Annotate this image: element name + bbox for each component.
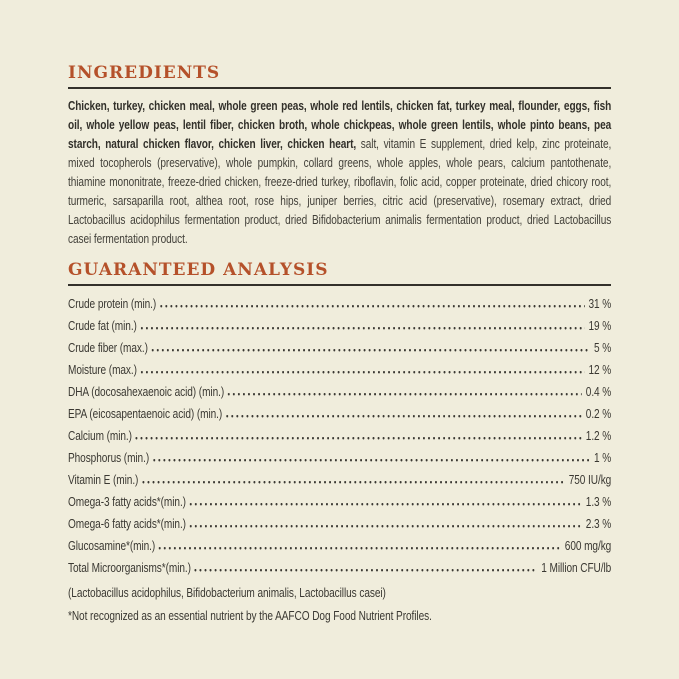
- analysis-value: 1 Million CFU/lb: [541, 560, 612, 575]
- analysis-label: EPA (eicosapentaenoic acid) (min.): [68, 406, 223, 421]
- analysis-row: [68, 468, 611, 490]
- analysis-label: Crude fiber (max.): [68, 340, 148, 355]
- analysis-value: 5 %: [594, 340, 612, 355]
- analysis-value: 1.2 %: [585, 428, 612, 443]
- analysis-value: 750 IU/kg: [568, 472, 612, 487]
- analysis-row: [68, 292, 611, 314]
- dot-leader: [139, 314, 584, 336]
- dot-leader: [151, 446, 590, 468]
- analysis-value: 19 %: [588, 318, 612, 333]
- analysis-value: 1.3 %: [585, 494, 612, 509]
- dot-leader: [139, 358, 584, 380]
- analysis-label: Moisture (max.): [68, 362, 137, 377]
- analysis-label: Crude fat (min.): [68, 318, 137, 333]
- microorganisms-note: (Lactobacillus acidophilus, Bifidobacterium animalis, Lactobacillus casei): [68, 585, 386, 600]
- analysis-row: [68, 380, 611, 402]
- analysis-value: 600 mg/kg: [564, 538, 612, 553]
- analysis-label: Vitamin E (min.): [68, 472, 139, 487]
- analysis-row: [68, 446, 611, 468]
- analysis-value: 31 %: [588, 296, 612, 311]
- dot-leader: [226, 380, 581, 402]
- section-divider: [68, 284, 611, 286]
- ingredients-secondary-text: salt, vitamin E supplement, dried kelp, zinc proteinate, mixed tocopherols (preservative), whole pumpkin, collard greens, whole apples, whole pears, calcium pantothenate, thiamine mononitrate, freeze-dried chicken, freeze-dried turkey, riboflavin, folic acid, copper proteinate, dried chicory root, turmeric, sarsaparilla root, althea root, rose hips, juniper berries, citric acid (preservative), rosemary extract, dried Lactobacillus acidophilus fermentation product, dried Bifidobacterium animalis fermentation product, dried Lactobacillus casei fermentation product.: [68, 136, 612, 246]
- analysis-label: Total Microorganisms*(min.): [68, 560, 191, 575]
- guaranteed-analysis-title: GUARANTEED ANALYSIS: [68, 260, 329, 280]
- analysis-row: [68, 490, 611, 512]
- analysis-row: [68, 358, 611, 380]
- dot-leader: [134, 424, 582, 446]
- ingredients-section: [68, 64, 611, 248]
- ingredients-paragraph: [68, 96, 611, 248]
- dot-leader: [141, 468, 565, 490]
- analysis-label: Omega-3 fatty acids*(min.): [68, 494, 186, 509]
- analysis-value: 0.4 %: [585, 384, 612, 399]
- dot-leader: [225, 402, 582, 424]
- analysis-row: [68, 314, 611, 336]
- analysis-row: [68, 512, 611, 534]
- analysis-label: DHA (docosahexaenoic acid) (min.): [68, 384, 225, 399]
- dot-leader: [188, 512, 582, 534]
- analysis-label: Glucosamine*(min.): [68, 538, 156, 553]
- analysis-value: 1 %: [594, 450, 612, 465]
- ingredients-title: INGREDIENTS: [68, 63, 221, 83]
- dot-leader: [158, 534, 561, 556]
- dot-leader: [150, 336, 590, 358]
- analysis-label: Crude protein (min.): [68, 296, 157, 311]
- label-panel: [68, 64, 611, 626]
- analysis-label: Calcium (min.): [68, 428, 132, 443]
- dot-leader: [188, 490, 582, 512]
- analysis-row: [68, 556, 611, 578]
- dot-leader: [193, 556, 537, 578]
- analysis-table: [68, 292, 611, 626]
- analysis-value: 0.2 %: [585, 406, 612, 421]
- analysis-row: [68, 336, 611, 358]
- analysis-value: 12 %: [588, 362, 612, 377]
- dot-leader: [158, 292, 584, 314]
- section-divider: [68, 87, 611, 89]
- analysis-row: [68, 402, 611, 424]
- analysis-value: 2.3 %: [585, 516, 612, 531]
- analysis-label: Phosphorus (min.): [68, 450, 150, 465]
- guaranteed-analysis-section: [68, 261, 611, 626]
- analysis-row: [68, 424, 611, 446]
- analysis-row: [68, 534, 611, 556]
- aafco-footnote: *Not recognized as an essential nutrient by the AAFCO Dog Food Nutrient Profiles.: [68, 608, 432, 623]
- ingredients-primary-text: Chicken, turkey, chicken meal, whole green peas, whole red lentils, chicken fat, turkey meal, flounder, eggs, fish oil, whole yellow peas, lentil fiber, chicken broth, whole chickpeas, whole green lentils, whole pinto beans, pea starch, natural chicken flavor, chicken liver, chicken heart,: [68, 98, 612, 151]
- analysis-label: Omega-6 fatty acids*(min.): [68, 516, 186, 531]
